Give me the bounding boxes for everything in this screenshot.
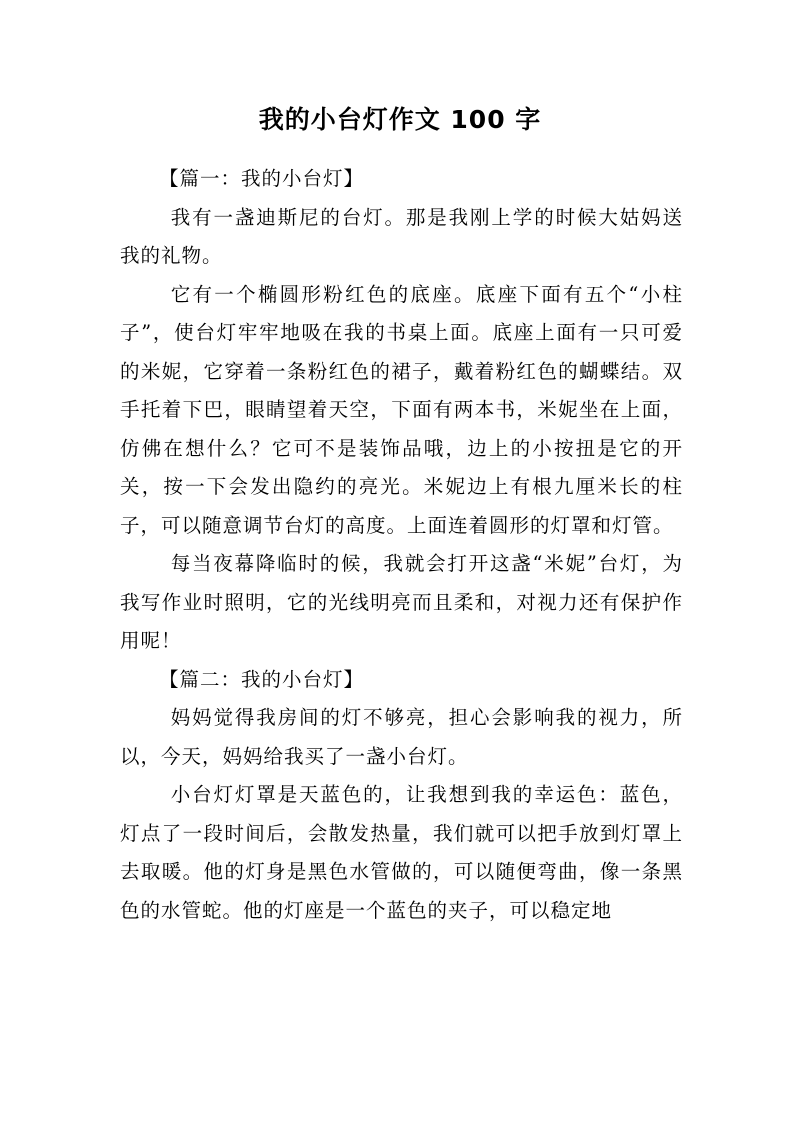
paragraph: 小台灯灯罩是天蓝色的，让我想到我的幸运色：蓝色，灯点了一段时间后，会散发热量，我们就可以把手放到灯罩上去取暖。他的灯身是黑色水管做的，可以随便弯曲，像一条黑色的水管蛇。他的灯座是一个蓝色的夹子，可以稳定地 — [120, 783, 683, 922]
section-heading-1: 【篇一：我的小台灯】 — [159, 167, 365, 190]
paragraph: 每当夜幕降临时的候，我就会打开这盏“米妮”台灯，为我写作业时照明，它的光线明亮而且柔和，对视力还有保护作用呢！ — [120, 552, 683, 652]
paragraph: 我有一盏迪斯尼的台灯。那是我刚上学的时候大姑妈送我的礼物。 — [120, 205, 683, 267]
document-body — [120, 160, 683, 930]
paragraph: 它有一个椭圆形粉红色的底座。底座下面有五个“小柱子”，使台灯牢牢地吸在我的书桌上面。底座上面有一只可爱的米妮，它穿着一条粉红色的裙子，戴着粉红色的蝴蝶结。双手托着下巴，眼睛望着天空，下面有两本书，米妮坐在上面，仿佛在想什么？它可不是装饰品哦，边上的小按扭是它的开关，按一下会发出隐约的亮光。米妮边上有根九厘米长的柱子，可以随意调节台灯的高度。上面连着圆形的灯罩和灯管。 — [120, 282, 683, 537]
document-title: 我的小台灯作文 100 字 — [258, 105, 542, 134]
paragraph: 妈妈觉得我房间的灯不够亮，担心会影响我的视力，所以，今天，妈妈给我买了一盏小台灯。 — [120, 706, 683, 768]
section-heading-2: 【篇二：我的小台灯】 — [159, 667, 365, 691]
